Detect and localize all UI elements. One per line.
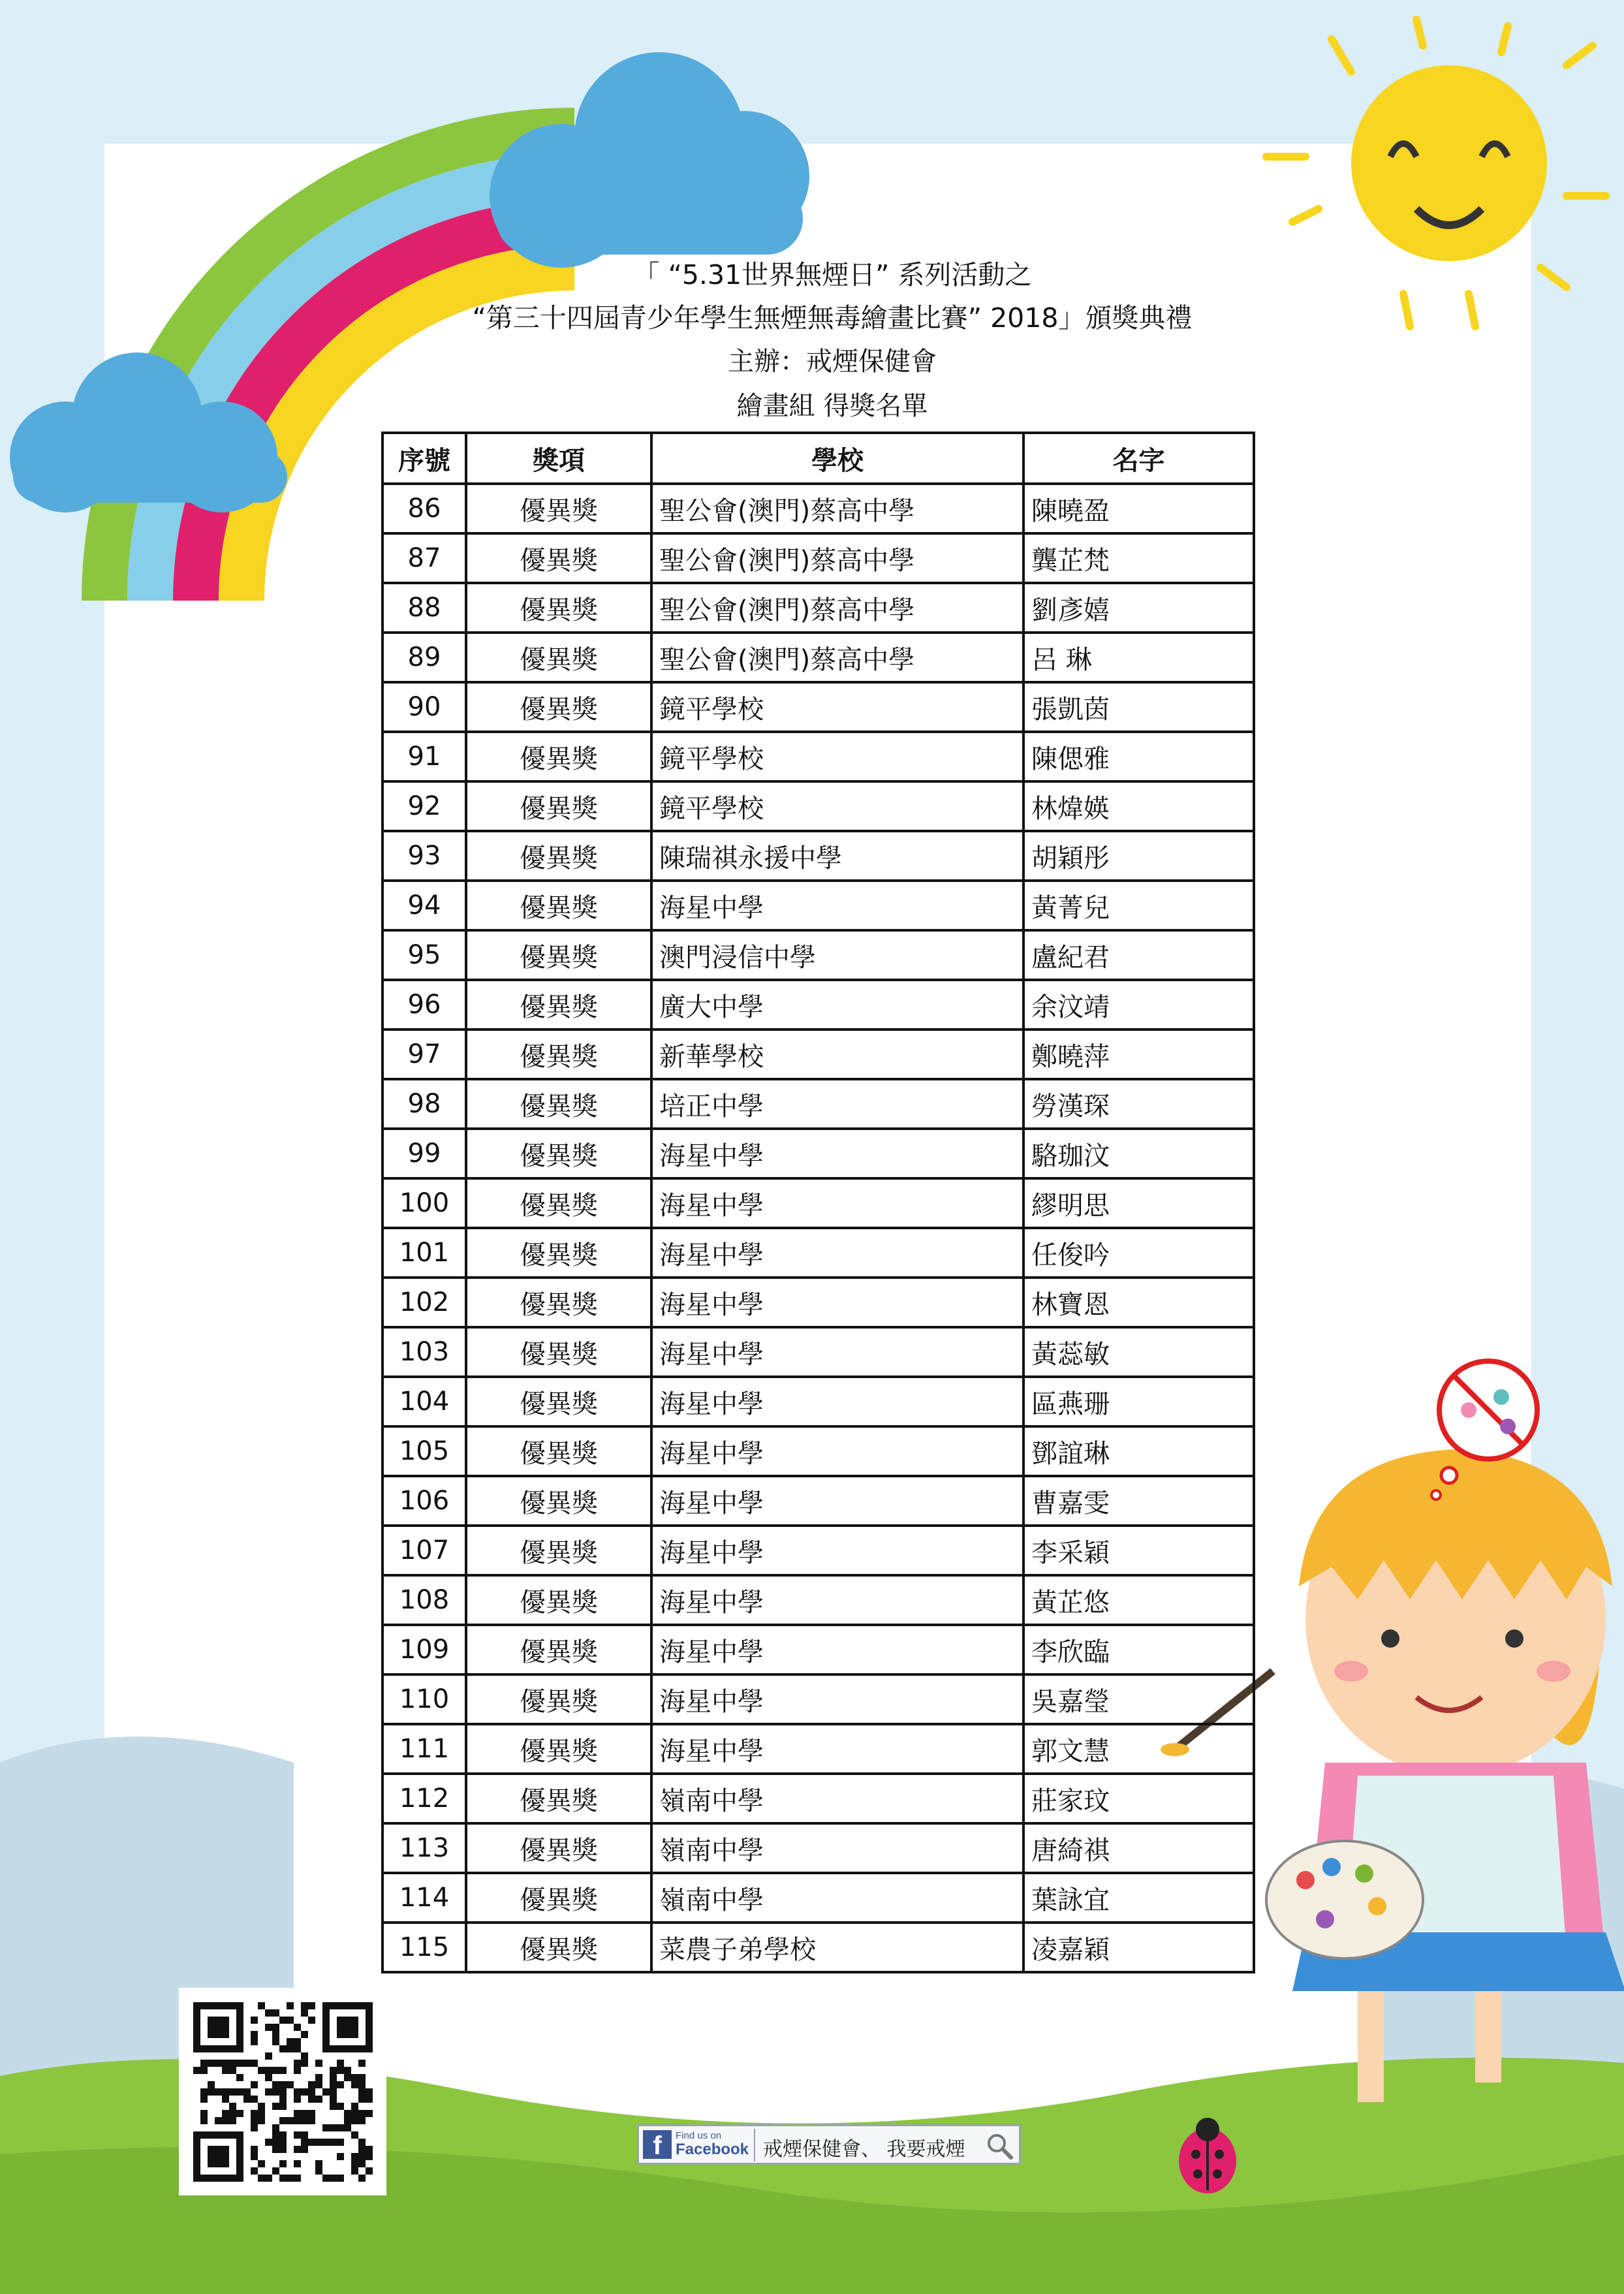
cell-number: 107	[383, 1526, 466, 1575]
cell-school: 海星中學	[651, 1575, 1023, 1625]
cell-name: 吳嘉瑩	[1023, 1674, 1254, 1724]
table-row	[383, 1774, 1254, 1823]
facebook-wordmark: Facebook	[676, 2141, 749, 2158]
cell-name: 陳偲雅	[1023, 732, 1254, 781]
cell-award: 優異獎	[466, 1228, 651, 1278]
cell-name: 李采穎	[1023, 1526, 1254, 1575]
cell-school: 海星中學	[651, 1228, 1023, 1278]
table-row	[383, 1526, 1254, 1575]
table-row	[383, 1625, 1254, 1674]
award-table-body	[383, 484, 1254, 1972]
cell-name: 郭文慧	[1023, 1724, 1254, 1774]
cell-school: 海星中學	[651, 1426, 1023, 1476]
cell-name: 區燕珊	[1023, 1377, 1254, 1426]
cell-name: 盧紀君	[1023, 930, 1254, 980]
cell-name: 凌嘉穎	[1023, 1923, 1254, 1972]
cell-number: 109	[383, 1625, 466, 1674]
table-row	[383, 1029, 1254, 1079]
cell-award: 優異獎	[466, 980, 651, 1029]
cell-award: 優異獎	[466, 1129, 651, 1178]
cell-award: 優異獎	[466, 1923, 651, 1972]
column-header-number: 序號	[383, 433, 466, 484]
cell-school: 鏡平學校	[651, 781, 1023, 831]
cell-number: 110	[383, 1674, 466, 1724]
table-row	[383, 533, 1254, 583]
cell-award: 優異獎	[466, 1724, 651, 1774]
group-title: 繪畫組 得獎名單	[736, 391, 928, 421]
cell-name: 胡穎彤	[1023, 831, 1254, 881]
table-row	[383, 1129, 1254, 1178]
cloud-icon	[490, 52, 809, 268]
facebook-find-us-text: Find us on	[676, 2130, 722, 2141]
cell-name: 黃蕊敏	[1023, 1327, 1254, 1377]
cell-school: 聖公會(澳門)蔡高中學	[651, 633, 1023, 682]
qr-code-graphic	[179, 1988, 386, 2195]
cell-name: 林煒媖	[1023, 781, 1254, 831]
cell-school: 聖公會(澳門)蔡高中學	[651, 533, 1023, 583]
table-row	[383, 1278, 1254, 1327]
cell-number: 91	[383, 732, 466, 781]
cell-name: 劉彥嬉	[1023, 583, 1254, 633]
cell-number: 101	[383, 1228, 466, 1278]
cell-number: 96	[383, 980, 466, 1029]
cell-number: 112	[383, 1774, 466, 1823]
cell-award: 優異獎	[466, 1476, 651, 1526]
cell-award: 優異獎	[466, 1674, 651, 1724]
cell-award: 優異獎	[466, 781, 651, 831]
qr-code[interactable]	[179, 1988, 386, 2195]
cell-number: 102	[383, 1278, 466, 1327]
cell-number: 115	[383, 1923, 466, 1972]
cell-name: 駱珈汶	[1023, 1129, 1254, 1178]
cell-number: 103	[383, 1327, 466, 1377]
column-header-school: 學校	[651, 433, 1023, 484]
cell-school: 海星中學	[651, 1377, 1023, 1426]
table-row	[383, 1873, 1254, 1923]
cell-school: 澳門浸信中學	[651, 930, 1023, 980]
badge-divider	[754, 2129, 755, 2161]
sun-icon	[1266, 20, 1606, 326]
cell-number: 88	[383, 583, 466, 633]
cell-school: 菜農子弟學校	[651, 1923, 1023, 1972]
cell-number: 94	[383, 881, 466, 930]
cell-award: 優異獎	[466, 1873, 651, 1923]
cell-name: 陳曉盈	[1023, 484, 1254, 533]
cell-number: 106	[383, 1476, 466, 1526]
cell-award: 優異獎	[466, 930, 651, 980]
cell-award: 優異獎	[466, 1278, 651, 1327]
cell-name: 黃菁兒	[1023, 881, 1254, 930]
cell-award: 優異獎	[466, 1327, 651, 1377]
cell-award: 優異獎	[466, 1426, 651, 1476]
table-row	[383, 1724, 1254, 1774]
cell-award: 優異獎	[466, 831, 651, 881]
cell-number: 97	[383, 1029, 466, 1079]
cell-name: 鄭曉萍	[1023, 1029, 1254, 1079]
cell-school: 海星中學	[651, 1129, 1023, 1178]
cell-school: 嶺南中學	[651, 1873, 1023, 1923]
table-row	[383, 1476, 1254, 1526]
table-row	[383, 1327, 1254, 1377]
cell-number: 92	[383, 781, 466, 831]
cell-name: 曹嘉雯	[1023, 1476, 1254, 1526]
cell-school: 新華學校	[651, 1029, 1023, 1079]
cell-name: 繆明思	[1023, 1178, 1254, 1228]
cell-name: 葉詠宜	[1023, 1873, 1254, 1923]
cell-name: 龔芷梵	[1023, 533, 1254, 583]
facebook-logo-icon: f	[643, 2130, 672, 2159]
cell-award: 優異獎	[466, 732, 651, 781]
cell-award: 優異獎	[466, 1377, 651, 1426]
cell-award: 優異獎	[466, 881, 651, 930]
cell-school: 聖公會(澳門)蔡高中學	[651, 484, 1023, 533]
award-table	[381, 432, 1255, 1973]
cell-number: 86	[383, 484, 466, 533]
cell-number: 113	[383, 1823, 466, 1873]
cell-award: 優異獎	[466, 1079, 651, 1129]
cell-award: 優異獎	[466, 1774, 651, 1823]
cell-name: 呂 琳	[1023, 633, 1254, 682]
cell-school: 鏡平學校	[651, 732, 1023, 781]
cell-award: 優異獎	[466, 682, 651, 732]
cell-school: 陳瑞祺永援中學	[651, 831, 1023, 881]
table-row	[383, 1426, 1254, 1476]
table-row	[383, 1228, 1254, 1278]
cell-award: 優異獎	[466, 1823, 651, 1873]
cell-award: 優異獎	[466, 583, 651, 633]
table-row	[383, 1079, 1254, 1129]
cell-number: 90	[383, 682, 466, 732]
cell-school: 海星中學	[651, 1526, 1023, 1575]
cell-award: 優異獎	[466, 1029, 651, 1079]
cell-number: 93	[383, 831, 466, 881]
cell-school: 海星中學	[651, 1178, 1023, 1228]
cell-number: 104	[383, 1377, 466, 1426]
cell-award: 優異獎	[466, 484, 651, 533]
cell-name: 張凱茵	[1023, 682, 1254, 732]
search-icon	[985, 2131, 1014, 2160]
cell-school: 海星中學	[651, 1327, 1023, 1377]
cell-award: 優異獎	[466, 1178, 651, 1228]
cell-award: 優異獎	[466, 533, 651, 583]
cell-name: 林寶恩	[1023, 1278, 1254, 1327]
table-row	[383, 732, 1254, 781]
cell-number: 100	[383, 1178, 466, 1228]
cell-number: 111	[383, 1724, 466, 1774]
table-row	[383, 1575, 1254, 1625]
cell-school: 海星中學	[651, 1724, 1023, 1774]
facebook-search-text: 戒煙保健會、 我要戒煙	[763, 2138, 965, 2161]
cell-school: 廣大中學	[651, 980, 1023, 1029]
organizer-line: 主辦：戒煙保健會	[728, 347, 937, 377]
cell-award: 優異獎	[466, 633, 651, 682]
cell-award: 優異獎	[466, 1625, 651, 1674]
cell-number: 87	[383, 533, 466, 583]
cell-name: 黃芷悠	[1023, 1575, 1254, 1625]
header-block	[366, 253, 1299, 428]
column-header-name: 名字	[1023, 433, 1254, 484]
cell-school: 海星中學	[651, 881, 1023, 930]
table-row	[383, 583, 1254, 633]
cell-school: 聖公會(澳門)蔡高中學	[651, 583, 1023, 633]
table-row	[383, 930, 1254, 980]
cell-school: 海星中學	[651, 1674, 1023, 1724]
cell-number: 114	[383, 1873, 466, 1923]
table-row	[383, 781, 1254, 831]
cell-school: 海星中學	[651, 1476, 1023, 1526]
cell-school: 培正中學	[651, 1079, 1023, 1129]
table-row	[383, 682, 1254, 732]
cell-award: 優異獎	[466, 1526, 651, 1575]
event-title-line1: 「 “5.31世界無煙日” 系列活動之	[632, 259, 1032, 291]
cell-name: 余汶靖	[1023, 980, 1254, 1029]
facebook-search-badge[interactable]	[637, 2124, 1021, 2165]
table-row	[383, 831, 1254, 881]
table-row	[383, 1674, 1254, 1724]
table-row	[383, 881, 1254, 930]
cell-award: 優異獎	[466, 1575, 651, 1625]
table-row	[383, 1178, 1254, 1228]
cell-name: 唐綺祺	[1023, 1823, 1254, 1873]
cell-name: 李欣臨	[1023, 1625, 1254, 1674]
cell-number: 89	[383, 633, 466, 682]
cell-school: 海星中學	[651, 1278, 1023, 1327]
cell-name: 鄧誼琳	[1023, 1426, 1254, 1476]
cell-number: 108	[383, 1575, 466, 1625]
table-row	[383, 1377, 1254, 1426]
column-header-award: 獎項	[466, 433, 651, 484]
table-row	[383, 1923, 1254, 1972]
cell-school: 嶺南中學	[651, 1823, 1023, 1873]
table-header-row	[383, 433, 1254, 484]
cell-name: 莊家玟	[1023, 1774, 1254, 1823]
cell-number: 95	[383, 930, 466, 980]
cell-school: 嶺南中學	[651, 1774, 1023, 1823]
table-row	[383, 633, 1254, 682]
cell-number: 105	[383, 1426, 466, 1476]
table-row	[383, 980, 1254, 1029]
cell-name: 任俊吟	[1023, 1228, 1254, 1278]
cell-name: 勞漢琛	[1023, 1079, 1254, 1129]
table-row	[383, 484, 1254, 533]
cell-school: 鏡平學校	[651, 682, 1023, 732]
event-title-line2: “第三十四屆青少年學生無煙無毒繪畫比賽” 2018」頒獎典禮	[472, 302, 1193, 334]
cell-school: 海星中學	[651, 1625, 1023, 1674]
cell-number: 99	[383, 1129, 466, 1178]
cell-number: 98	[383, 1079, 466, 1129]
table-row	[383, 1823, 1254, 1873]
